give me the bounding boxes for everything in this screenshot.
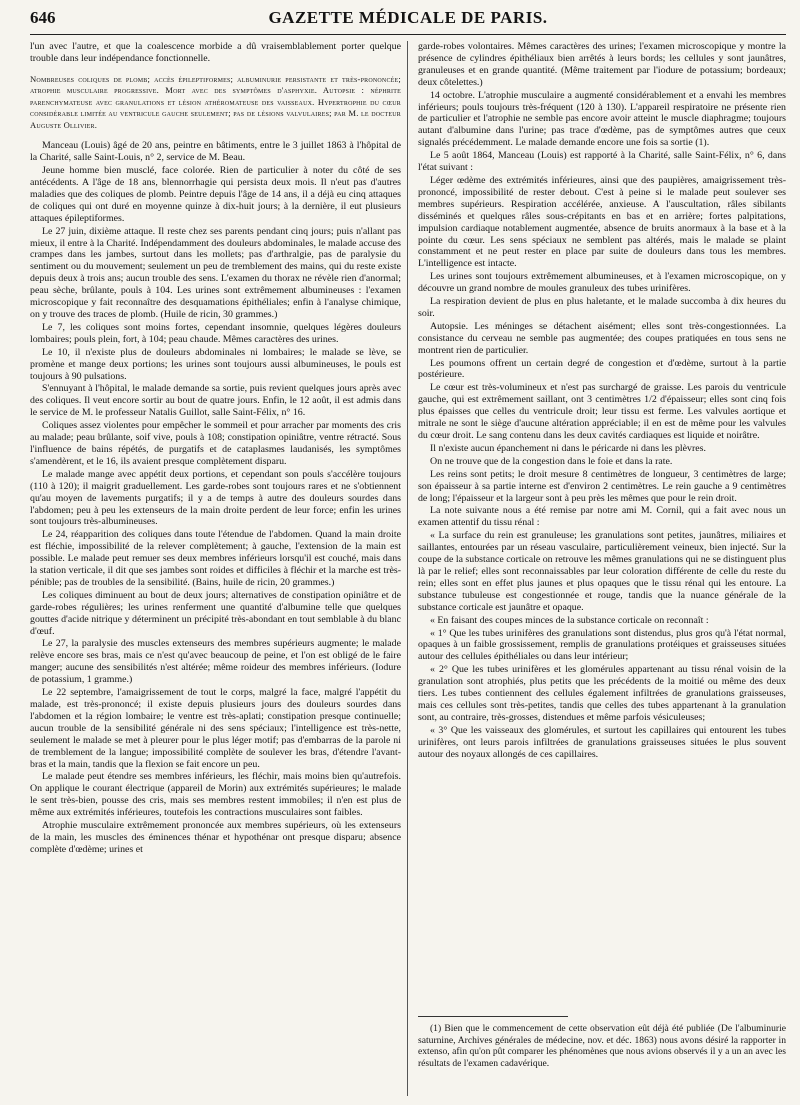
paragraph: 14 octobre. L'atrophie musculaire a augmenté considérablement et a envahi les membres inférieurs; pouls toujours très-fréquent (120 à 130). L'appareil respiratoire ne présente rien de particulier et l'atrophie ne semble pas encore avoir atteint le muscle diaphragme; toujours autant d'albumine dans l'urine; pas trace d'œdème, pas de symptômes autres que ceux signalés précédemment. Le malade demande encore une fois sa sortie (1).: [417, 89, 786, 149]
article-summary: Nombreuses coliques de plomb; accès épileptiformes; albuminurie persistante et très-prononcée; atrophie musculaire progressive. Mort avec des symptômes d'asphyxie. Autopsie : néphrite parenchymateuse avec granulations et lésion athéromateuse des vaisseaux. Hypertrophie du cœur considérable limitée au ventricule gauche seulement; pas de lésions valvulaires; par M. le docteur Auguste Ollivier.: [30, 73, 401, 130]
paragraph: « 1° Que les tubes urinifères des granulations sont distendus, plus gros qu'à l'état normal, opaques à un faible grossissement, remplis de granulations protéiques et graisseuses situées autour des cellules épithéliales ou dans leur intérieur;: [417, 627, 786, 663]
paragraph: La note suivante nous a été remise par notre ami M. Cornil, qui a fait avec nous un examen attentif du tissu rénal :: [417, 505, 786, 529]
paragraph: Coliques assez violentes pour empêcher le sommeil et pour arracher par moments des cris au malade; peau brûlante, soif vive, pouls à 108; constipation opiniâtre, ventre rétracté. Sous l'influence de bains répétés, de purgatifs et de cataplasmes laudanisés, les symptômes s'amendèrent, et le 16, ils avaient presque complètement disparu.: [30, 420, 401, 467]
paragraph: Le 7, les coliques sont moins fortes, cependant insomnie, quelques légères douleurs lombaires; pouls plein, fort, à 104; peau chaude. Mêmes caractères des urines.: [30, 321, 401, 345]
page-header: [30, 8, 786, 35]
paragraph: « La surface du rein est granuleuse; les granulations sont petites, jaunâtres, miliaires et saillantes, entourées par un réseau vasculaire, particulièrement veineux, bien injecté. Sur la coupe de la substance corticale on retrouve les mêmes granulations qui ne se distinguent plus là par le relief; elles sont reconnaissables par leur coloration différente de celle du reste du rein; elles sont en effet plus jaunes et plus opaques que le tissu rénal qui les entoure. La substance tubuleuse est congestionnée et rouge, tandis que la nuance générale de la substance corticale est jaunâtre et opaque.: [417, 530, 786, 613]
paragraph: Le cœur est très-volumineux et n'est pas surchargé de graisse. Les parois du ventricule gauche, qui est extrêmement saillant, ont 3 centimètres 1/2 d'épaisseur; elles sont cinq fois plus épaisses que celles du ventricule droit; leur tissu est ferme. Les valvules aortique et mitrale ne sont le siège d'aucune altération appréciable; il en est de même pour les valvules du cœur droit. Le sang contenu dans les deux cavités cardiaques est liquide et noirâtre.: [417, 382, 786, 441]
footnote: (1) Bien que le commencement de cette observation eût déjà été publiée (De l'albuminurie saturnine, Archives générales de médecine, nov. et déc. 1863) nous avons désiré la rapporter in extenso, afin qu'on pût comparer les phénomènes que nous avions observés il y a un an avec les résultats de l'examen cadavérique.: [417, 1023, 786, 1069]
paragraph: On ne trouve que de la congestion dans le foie et dans la rate.: [429, 455, 673, 467]
paragraph: Léger œdème des extrémités inférieures, ainsi que des paupières, amaigrissement très-prononcé, impossibilité de rester debout. C'est à peine si le malade peut soulever ses membres supérieurs. Respiration accélérée, anxieuse. A l'auscultation, râles sibilants disséminés et quelques râles sous-crépitants en bas et en arrière; fortes palpitations, impulsion cardiaque notablement augmentée, absence de bruits anormaux à la base et à la pointe du cœur. Les sens spéciaux ne semblent pas altérés, mais le malade se plaint constamment et ne peut rester en place par suite de douleurs dans tous les membres. L'intelligence est intacte.: [417, 174, 786, 270]
text-columns: [30, 41, 786, 1096]
paragraph: « 3° Que les vaisseaux des glomérules, et surtout les capillaires qui entourent les tubes urinifères, ont leurs parois infiltrées de granulations graisseuses situées le plus souvent autour des noyaux allongés de ces capillaires.: [417, 724, 786, 760]
paragraph: Le malade peut étendre ses membres inférieurs, les fléchir, mais moins bien qu'autrefois. On applique le courant électrique (appareil de Morin) aux extrémités supérieures; le malade le sent très-bien, pousse des cris, mais ses membres restent immobiles; il n'en est plus de même aux extrémités inférieures, toutefois les contractions musculaires sont faibles.: [30, 771, 401, 819]
paragraph: Le 24, réapparition des coliques dans toute l'étendue de l'abdomen. Quand la main droite est fléchie, impossibilité de la relever complètement; à gauche, l'extension de la main est possible. Le malade peut remuer ses deux membres inférieurs lorsqu'il est couché, mais dans la station verticale, il dit que ses jambes sont roides et difficiles à fléchir et la marche est très-pénible; pas de troubles de la sensibilité. (Bains, huile de ricin, 20 grammes.): [30, 529, 401, 588]
paragraph: S'ennuyant à l'hôpital, le malade demande sa sortie, puis revient quelques jours après avec des coliques. Il veut encore sortir au bout de quatre jours. Enfin, le 12 août, il est admis dans le service de M. le professeur Natalis Guillot, salle Saint-Félix, n° 16.: [30, 383, 401, 419]
footnote-rule: [418, 1016, 568, 1017]
paragraph: Les urines sont toujours extrêmement albumineuses, et à l'examen microscopique, on y découvre un grand nombre de moules granuleux des tubes urinifères.: [417, 271, 786, 295]
left-column: [30, 41, 408, 1096]
paragraph: « En faisant des coupes minces de la substance corticale on reconnaît :: [429, 614, 709, 626]
right-column-body: [418, 41, 786, 1003]
paragraph: Les reins sont petits; le droit mesure 8 centimètres de longueur, 3 centimètres de large; son épaisseur à sa partie interne est d'environ 2 centimètres. Le rein gauche a 9 centimètres de long; l'épaisseur et la largeur sont à peu près les mêmes que pour le rein droit.: [417, 468, 786, 504]
paragraph: Le 10, il n'existe plus de douleurs abdominales ni lombaires; le malade se lève, se promène et mange deux portions; les urines sont toujours aussi albumineuses, le pouls est toujours à 90 pulsations.: [30, 346, 401, 382]
paragraph: Manceau (Louis) âgé de 20 ans, peintre en bâtiments, entre le 3 juillet 1863 à l'hôpital de la Charité, salle Saint-Louis, n° 2, service de M. Beau.: [30, 140, 401, 164]
paragraph: Les coliques diminuent au bout de deux jours; alternatives de constipation opiniâtre et de garde-robes régulières; les urines renferment une quantité d'albumine telle que quelques gouttes d'acide nitrique y déterminent un précipité très-abondant en tout semblable à du blanc d'œuf.: [30, 589, 401, 637]
paragraph: l'un avec l'autre, et que la coalescence morbide a dû vraisemblablement porter quelque trouble dans leur indépendance fonctionnelle.: [30, 41, 401, 64]
paragraph: Les poumons offrent un certain degré de congestion et d'œdème, surtout à la partie postérieure.: [417, 357, 786, 381]
paragraph: Le 5 août 1864, Manceau (Louis) est rapporté à la Charité, salle Saint-Félix, n° 6, dans l'état suivant :: [417, 150, 786, 174]
paragraph: Il n'existe aucun épanchement ni dans le péricarde ni dans les plèvres.: [429, 442, 706, 454]
paragraph: Le 22 septembre, l'amaigrissement de tout le corps, malgré la face, malgré l'appétit du malade, est très-prononcé; il existe depuis plusieurs jours des douleurs sourdes dans l'abdomen et la région lombaire; le ventre est très-aplati; constipation presque continuelle; aucun trouble de la sensibilité générale ni des sens spéciaux; l'intelligence est très-nette, seulement le malade se met à pleurer pour le plus léger motif; pas d'embarras de la parole ni de tremblement de la langue; impossibilité complète de soulever les bras, d'étendre l'avant-bras et la main, tandis que la flexion se fait encore un peu.: [30, 687, 401, 770]
paragraph: Atrophie musculaire extrêmement prononcée aux membres supérieurs, où les extenseurs de la main, les muscles des éminences thénar et hypothénar ont presque disparu; absence complète d'œdème; urines et: [30, 820, 401, 855]
paragraph: garde-robes volontaires. Mêmes caractères des urines; l'examen microscopique y montre la présence de cylindres épithéliaux bien arrêtés à leurs bords; les cellules y sont jaunâtres, granuleuses et en grande quantité. (Même traitement par l'iodure de potassium; bordeaux; deux côtelettes.): [417, 41, 786, 88]
paragraph: Autopsie. Les méninges se détachent aisément; elles sont très-congestionnées. La consistance du cerveau ne semble pas augmentée; des coupes pratiquées en tous sens ne montrent rien de particulier.: [417, 320, 786, 356]
paragraph: Le 27, la paralysie des muscles extenseurs des membres supérieurs augmente; le malade relève encore ses bras, mais ce n'est qu'avec beaucoup de peine, et l'on est obligé de le faire manger; aucune des sensibilités n'est altérée; même roideur des membres inférieurs. (Iodure de potassium, 1 gramme.): [30, 638, 401, 686]
paragraph: La respiration devient de plus en plus haletante, et le malade succomba à dix heures du soir.: [417, 296, 786, 319]
paragraph: « 2° Que les tubes urinifères et les glomérules appartenant au tissu rénal voisin de la granulation sont atrophiés, plus petits que les précédents de la moitié ou même des deux tiers. Les tubes contiennent des cellules également infiltrées de granulations graisseuses, mais ces cellules sont très-petites, tandis que celles des tubes appartenant à la granulation sont, au contraire, très-grosses, distendues et même parfois vésiculeuses;: [417, 664, 786, 723]
paragraph: Le 27 juin, dixième attaque. Il reste chez ses parents pendant cinq jours; puis n'allant pas mieux, il entre à la Charité. Indépendamment des douleurs abdominales, le malade accuse des crampes dans les jambes, surtout dans les mollets; pas d'arthralgie, pas de paralysie du sentiment ou du mouvement; seulement un peu de tremblement des mains, qui du reste existe depuis deux à trois ans; aucun trouble des sens. L'examen du thorax ne révèle rien d'anormal; peau sèche, brûlante, pouls à 104. Les urines sont extrêmement albumineuses : l'examen microscopique y fait reconnaître des desquamations épithéliales; enfin à l'analyse chimique, on y trouve des traces de plomb. (Huile de ricin, 30 grammes.): [30, 225, 401, 320]
right-column: [418, 41, 786, 1096]
running-title: GAZETTE MÉDICALE DE PARIS.: [268, 8, 548, 27]
paragraph: Jeune homme bien musclé, face colorée. Rien de particulier à noter du côté de ses antécédents. A l'âge de 18 ans, blennorrhagie qui persista deux mois. Il n'eut pas d'autres maladies que des coliques de plomb. Peintre depuis l'âge de 14 ans, il a déjà eu cinq attaques de coliques qui ont duré en moyenne quinze à dix-huit jours; à la dernière, il eut plusieurs attaques épileptiformes.: [30, 165, 401, 224]
paragraph: Le malade mange avec appétit deux portions, et cependant son pouls s'accélère toujours (110 à 120); il maigrit graduellement. Les garde-robes sont toujours rares et ne s'obtiennent qu'au moyen de lavements purgatifs; il y a de temps à autre des douleurs sourdes dans l'abdomen; peu à peu les extenseurs de la main droite perdent de leur force; enfin les urines sont toujours très-albumineuses.: [30, 468, 401, 528]
page-number: 646: [30, 8, 56, 27]
